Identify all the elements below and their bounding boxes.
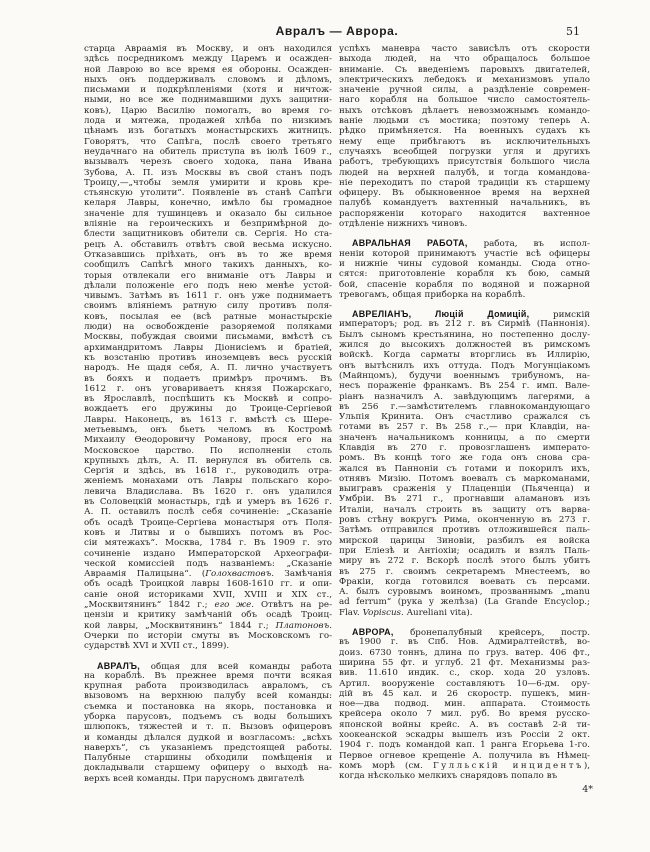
text-line: ваніе людьми съ мостика; поэтому теперь А.: [339, 116, 590, 127]
text-line: сообщилъ Сапѣгѣ много такихъ данныхъ, ко-: [84, 260, 332, 271]
text-line: успѣхъ маневра часто зависѣлъ отъ скорости: [339, 44, 590, 54]
running-head-title: Авралъ — Аврора.: [275, 24, 399, 38]
text-line: палубѣ командуетъ вахтенный начальникъ, въ: [339, 198, 590, 209]
text-line: хоокеанской эскадры вышелъ изъ Россіи 2 окт.: [339, 730, 590, 740]
printer-signature-mark: 4*: [582, 784, 593, 795]
text-line: значеніе ручной силы, а раздѣленіе современ-: [339, 85, 590, 96]
entry-headword: АВРАЛЬНАЯ РАБОТА,: [352, 238, 468, 249]
text-line: офицеру. Въ обыкновенное время на верхней: [339, 188, 590, 199]
text-line: войскѣ. Когда сарматы вторглись въ Иллирію,: [339, 350, 590, 361]
text-line: письмами и подкрѣпленіями (хотя и ничтож-: [84, 85, 332, 96]
text-line: ковъ и Литвы и о бывшихъ потомъ въ Рос-: [84, 527, 332, 538]
text-line: мирской царицы Зиновіи, разбилъ ея войска: [339, 535, 590, 546]
text-line: на кораблѣ. Въ прежнее время почти всякая: [84, 670, 332, 681]
text-line: при Еліезѣ и Антіохіи; осадилъ и взялъ Паль-: [339, 545, 590, 556]
text-line: Ульпія Кринита. Онъ счастливо сражался съ: [339, 412, 590, 423]
entry-headword: АВРЕЛІАНЪ, Люцій Домицій,: [352, 309, 530, 320]
text-line: императоръ; род. въ 212 г. въ Сирміѣ (Паннонія).: [339, 319, 590, 330]
text-line: неніи которой принимаютъ участіе всѣ офицеры: [339, 248, 590, 259]
text-line: своимъ вліяніемъ ратную силу противъ поля-: [84, 301, 332, 312]
text-line: объ осадѣ Троице-Сергіева монастыря отъ Поля-: [84, 517, 332, 528]
text-line: вызывалъ черезъ своего ходока, пана Ивана: [84, 157, 332, 168]
text-line: ное—два подвод. мин. аппарата. Стоимость: [339, 699, 590, 710]
entry-paragraph: [339, 627, 590, 781]
text-line: (Майнцомъ), будучи военнымъ трибуномъ, на-: [339, 370, 590, 381]
text-line: ніе переходитъ по старой традиціи къ старшему: [339, 177, 590, 188]
text-line: Затѣмъ отправился противъ отложившейся паль-: [339, 525, 590, 536]
italic-text: Платоновъ.: [275, 620, 332, 631]
text-line: „Москвитянинъ“ 1842 г.; его же. Отвѣтъ на ре-: [84, 600, 332, 611]
text-line: тревогамъ, общая приборка на кораблѣ.: [339, 289, 526, 300]
text-line: въ 1900 г. въ Спб. Нов. Адмиралтействѣ, во-: [339, 637, 590, 648]
text-line: Артил. вооруженіе составляютъ 10—6-дм. ору-: [339, 678, 590, 689]
text-line: 1612 г. онъ уговариваетъ князя Пожарскаго,: [84, 383, 332, 394]
text-line: доиз. 6730 тоннъ, длина по груз. ватер. 406 фт.,: [339, 647, 590, 658]
text-line: крейсера около 7 мил. руб. Во время русско-: [339, 709, 590, 720]
text-line: Первое огневое крещеніе А. получила въ Нѣмец-: [339, 750, 590, 761]
text-line: чивымъ. Затѣмъ въ 1611 г. онъ уже поднимаетъ: [84, 291, 332, 302]
text-columns: [84, 44, 590, 784]
text-line: электрическихъ лебедокъ и механизмовъ упало: [339, 74, 590, 85]
text-line: ковъ), Царю Василію помогалъ, во время го-: [84, 105, 332, 116]
text-line: АВРОРА, бронепалубный крейсеръ, постр.: [352, 627, 590, 638]
text-line: сочиненіе издано Императорской Археографи-: [84, 548, 332, 559]
text-line: къ возстанію противъ иноземцевъ весь русскій: [84, 352, 332, 363]
text-line: жался въ Панноніи съ готами и покорилъ ихъ,: [339, 463, 590, 474]
text-line: Зубова, А. П. изъ Москвы въ свой станъ подъ: [84, 167, 332, 178]
text-line: и нижніе чины судовой команды. Сюда отно-: [339, 258, 590, 269]
entry-headword: АВРАЛЪ,: [97, 660, 140, 671]
page-header: [84, 24, 590, 40]
text-line: А. былъ суровымъ воиномъ, прозваннымъ „manu: [339, 587, 590, 598]
text-line: стьянскую утолити“. Появленіе въ станѣ Сапѣги: [84, 188, 332, 199]
text-line: ной Лаврою во все время ея обороны. Осажден-: [84, 64, 332, 75]
text-line: А. П. оставилъ послѣ себя сочиненіе: „Сказаніе: [84, 507, 332, 518]
text-line: ныхъ отсѣковъ дѣлаетъ невозможнымъ командо-: [339, 105, 590, 116]
letterspaced-term: Гулльскій инцидентъ: [433, 760, 584, 771]
text-line: въ Ярославлѣ, поспѣшить къ Москвѣ и сопро-: [84, 394, 332, 405]
text-line: рецъ А. обставилъ отвѣтъ свой весьма искусно.: [84, 239, 332, 250]
text-line: жился до высокихъ должностей въ римскомъ: [339, 340, 590, 351]
text-line: значенъ начальникомъ конницы, а по смерти: [339, 432, 590, 443]
text-line: и команды дѣлался дудкой и возгласомъ: „всѣхъ: [84, 732, 332, 743]
text-line: неудачнаго на обитель приступа въ іюлѣ 1609 г.,: [84, 146, 332, 157]
text-line: въ Соловецкій монастырь, гдѣ и умеръ въ 1626 г.: [84, 497, 332, 508]
text-line: распоряженіи котораго находится вахтенное: [339, 208, 590, 219]
text-line: сятся: приготовленіе корабля къ бою, самый: [339, 269, 590, 280]
text-line: ріанъ назначилъ А. завѣдующимъ лагерями, а: [339, 391, 590, 402]
text-line: келаря Лавры, конечно, имѣло бы громадное: [84, 198, 332, 209]
text-line: несъ пораженіе франкамъ. Въ 254 г. имп. Вале-: [339, 381, 590, 392]
entry-paragraph: [84, 661, 332, 785]
text-line: отнявъ Мизію. Потомъ воевалъ съ маркоманами,: [339, 473, 590, 484]
text-line: торыя отвлекали его вниманіе отъ Лавры и: [84, 270, 332, 281]
text-line: Москвы, побуждая своими письмами, вмѣстѣ съ: [84, 332, 332, 343]
text-line: миру въ 272 г. Вскорѣ послѣ этого былъ убитъ: [339, 556, 590, 567]
text-line: наго корабля на большое число самостоятель-: [339, 95, 590, 106]
text-line: наверхъ“, съ указаніемъ предстоящей работы.: [84, 742, 332, 753]
continuation-paragraph: [339, 44, 590, 229]
text-line: ad ferrum“ (рука у желѣза) (La Grande Encyclop.;: [339, 597, 590, 608]
text-line: вліяніе на героическихъ и безпримѣрной до-: [84, 219, 332, 230]
entry-paragraph: [339, 309, 590, 618]
text-line: кой лавры, „Москвитянинъ“ 1844 г.; Платоновъ.: [84, 620, 332, 631]
left-column: [84, 44, 332, 784]
text-line: когда нѣсколько мелкихъ снарядовъ попало въ: [339, 771, 558, 782]
text-line: ныхъ онъ поддерживалъ словомъ и дѣломъ,: [84, 74, 332, 85]
text-line: архимандритомъ Лавры Діонисіемъ и братіей,: [84, 342, 332, 353]
text-line: АВРАЛЪ, общая для всей команды работа: [97, 660, 332, 671]
text-line: ровъ стѣну вокругъ Рима, оконченную въ 273 г.: [339, 515, 590, 526]
text-line: Говорятъ, что Сапѣга, послѣ своего третьяго: [84, 136, 332, 147]
text-line: значеніе для тушинцевъ и оказало бы сильное: [84, 208, 332, 219]
text-line: цѣнамъ изъ богатыхъ монастырскихъ житницъ.: [84, 126, 332, 137]
text-line: рѣдко примѣняется. На военныхъ судахъ къ: [339, 126, 590, 137]
text-line: блести защитниковъ обители св. Сергія. Но ста-: [84, 229, 332, 240]
text-line: Flav. Vopiscus. Aureliani vita).: [339, 607, 473, 618]
text-line: людей на верхней палубѣ, и тогда командова-: [339, 167, 590, 178]
text-line: сіи мятежахъ“. Москва, 1784 г. Въ 1909 г. это: [84, 538, 332, 549]
text-line: ковъ, посылая ее (всѣ ратные монастырскіе: [84, 311, 332, 322]
page-number: 51: [566, 25, 580, 38]
text-line: Сергія и здѣсь, въ 1618 г., руководилъ отра-: [84, 466, 332, 477]
text-line: ными, но все же поднимавшими духъ защитни-: [84, 95, 332, 106]
text-line: японской войны крейс. А. въ составѣ 2-й ти-: [339, 719, 590, 730]
text-line: вызовомъ на верхнюю палубу всей команды:: [84, 691, 332, 702]
text-line: народъ. Не щадя себя, А. П. лично участвуетъ: [84, 363, 332, 374]
text-line: комъ морѣ (см. Гулльскій инцидентъ),: [339, 760, 590, 771]
text-line: Фракіи, когда готовился воевать съ персами.: [339, 576, 590, 587]
text-line: вниманіе. Съ введеніемъ паровыхъ двигателей,: [339, 64, 590, 75]
text-line: ческой комиссіей подъ названіемъ: „Сказаніе: [84, 558, 332, 569]
text-line: Палубные старшины обходили помѣщенія и: [84, 753, 332, 764]
text-line: 1904 г. подъ командой кап. 1 ранга Егорьева 1-го.: [339, 740, 590, 751]
text-line: метьевымъ, онъ бьетъ челомъ въ Костромѣ: [84, 424, 332, 435]
text-line: ширина 55 фт. и углуб. 21 фт. Механизмы раз-: [339, 657, 590, 668]
text-line: левича Владислава. Въ 1620 г. онъ удалился: [84, 486, 332, 497]
text-line: Московское царство. По исполненіи столь: [84, 445, 332, 456]
text-line: здѣсь посредникомъ между Царемъ и осажден-: [84, 54, 332, 65]
text-line: вождаетъ его дружины до Троице-Сергіевой: [84, 404, 332, 415]
text-line: вив. 11.610 индик. с., скор. хода 20 узловъ.: [339, 668, 590, 679]
text-line: сударствѣ XVI и XVII ст., 1899).: [84, 641, 230, 652]
text-line: съемка и постановка на якорь, постановка и: [84, 701, 332, 712]
text-line: выигравъ сраженія у Плаценціи (Пьяченца) и: [339, 484, 590, 495]
entry-headword: АВРОРА,: [352, 627, 394, 638]
text-line: крупная работа производилась авраломъ, съ: [84, 681, 332, 692]
text-line: Отказавшись пріѣхать, онъ въ то же время: [84, 249, 332, 260]
text-line: Авраамія Палицына“. (Голохвастовъ. Замѣчанія: [84, 569, 332, 580]
text-line: ромъ. Въ концѣ того же года онъ снова сра-: [339, 453, 590, 464]
text-line: АВРЕЛІАНЪ, Люцій Домицій, римскій: [352, 309, 590, 320]
text-line: Михаилу Ѳеодоровичу Романову, прося его на: [84, 435, 332, 446]
text-line: Троицу,—„чтобы земля умирити и кровь кре-: [84, 177, 332, 188]
text-line: Клавдія въ 270 г. провозглашенъ императо-: [339, 442, 590, 453]
text-line: въ 275 г. своимъ секретаремъ Мнестеемъ, во: [339, 566, 590, 577]
text-line: въ 256 г.—замѣстителемъ главнокомандующаго: [339, 401, 590, 412]
text-line: готами въ 257 г. Въ 258 г.,— при Клавдіи, на-: [339, 422, 590, 433]
text-line: выхода людей, на что обращалось большое: [339, 54, 590, 65]
text-line: Умбріи. Въ 271 г., прогнавши аламановъ изъ: [339, 494, 590, 505]
text-line: бой, спасеніе корабля по водяной и пожарной: [339, 279, 590, 290]
italic-text: Голохвастовъ.: [205, 569, 275, 580]
text-line: крупныхъ дѣлъ, А. П. вернулся въ обитель св.: [84, 455, 332, 466]
text-line: верхъ всей команды. При парусномъ двигателѣ: [84, 773, 305, 784]
text-line: шлюпокъ, тяжестей и т. п. Вызовъ офицеровъ: [84, 722, 332, 733]
text-line: Италіи, началъ строить въ защиту отъ варва-: [339, 504, 590, 515]
text-line: докладывали старшему офицеру о выходѣ на-: [84, 763, 332, 774]
text-line: дій въ 45 кал. и 26 скоростр. пушекъ, мин-: [339, 688, 590, 699]
entry-paragraph: [339, 238, 590, 300]
text-line: женіемъ монахами отъ Лавры польскаго коро-: [84, 476, 332, 487]
continuation-paragraph: [84, 44, 332, 652]
text-line: старца Авраамія въ Москву, и онъ находился: [84, 44, 332, 54]
text-line: Лавры. Наконецъ, въ 1613 г. вмѣстѣ съ Шере-: [84, 414, 332, 425]
text-line: отдѣленіе нижнихъ чиновъ.: [339, 219, 468, 230]
text-line: цензіи и критику замѣчаній объ осадѣ Троиц-: [84, 610, 332, 621]
text-line: работъ, требующихъ присутствія большого числа: [339, 157, 590, 168]
text-line: объ осадѣ Троицкой лавры 1608-1610 гг. и опи-: [84, 579, 332, 590]
text-line: АВРАЛЬНАЯ РАБОТА, работа, въ испол-: [352, 238, 590, 249]
text-line: случаяхъ всеобщей погрузки угля и другихъ: [339, 146, 590, 157]
text-line: дѣлали положеніе его подъ нею менѣе устой-: [84, 280, 332, 291]
text-line: лода и мятежа, продажей хлѣба по низкимъ: [84, 116, 332, 127]
text-line: саніе оной историками XVII, XVIII и XIX ст.,: [84, 589, 332, 600]
text-line: онъ вытѣснилъ ихъ оттуда. Подъ Могунціакомъ: [339, 360, 590, 371]
text-line: люди) на освобожденіе разоряемой поляками: [84, 322, 332, 333]
text-line: въ бояхъ и подаетъ примѣръ прочимъ. Въ: [84, 373, 332, 384]
right-column: [339, 44, 590, 784]
text-line: Очерки по исторіи смуты въ Московскомъ го-: [84, 630, 332, 641]
text-line: Былъ сыномъ крестьянина, но постепенно дослу-: [339, 329, 590, 340]
text-line: нему еще прибѣгаютъ въ исключительныхъ: [339, 136, 590, 147]
italic-text: Vopiscus.: [362, 607, 404, 618]
italic-text: его же.: [214, 600, 255, 611]
text-line: уборка парусовъ, подъемъ съ воды большихъ: [84, 712, 332, 722]
